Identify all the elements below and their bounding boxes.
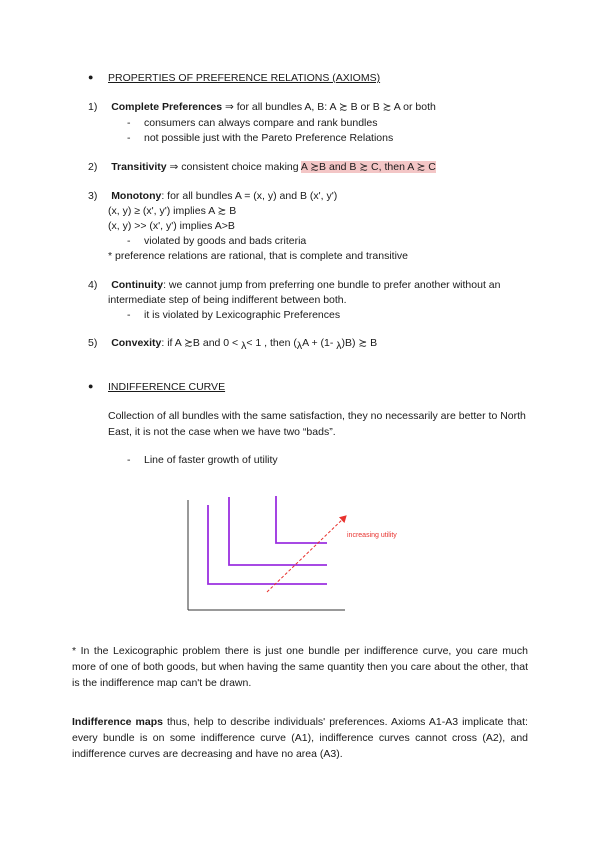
- note: * preference relations are rational, that is complete and transitive: [108, 250, 408, 262]
- indifference-maps-paragraph: [72, 714, 528, 762]
- lambda-symbol: λ: [241, 340, 247, 352]
- item-term: Transitivity: [111, 161, 167, 173]
- sub-item: consumers can always compare and rank bundles: [144, 117, 378, 129]
- item-number: 3): [88, 190, 98, 202]
- item-text: A + (1-: [302, 337, 337, 349]
- item-number: 5): [88, 337, 98, 349]
- section-heading-indifference: INDIFFERENCE CURVE: [108, 381, 226, 393]
- item-term: Complete Preferences: [111, 101, 223, 113]
- sub-item: not possible just with the Pareto Preference Relations: [144, 132, 394, 144]
- item-term: Convexity: [111, 337, 162, 349]
- maps-term: Indifference maps: [72, 716, 163, 728]
- highlighted-text: A ≿B and B ≿ C, then A ≿ C: [300, 161, 436, 173]
- sub-item: it is violated by Lexicographic Preferences: [144, 309, 341, 321]
- item-term: Continuity: [111, 279, 164, 291]
- lambda-symbol: λ: [336, 340, 342, 352]
- item-number: 1): [88, 101, 98, 113]
- item-term: Monotony: [111, 190, 162, 202]
- footnote: * In the Lexicographic problem there is just one bundle per indifference curve, you care much more of one of both goods, but when having the same quantity then you care about the other, that is the indifference map can't be drawn.: [72, 645, 528, 689]
- section-bullet: ●: [88, 72, 94, 82]
- paragraph: Collection of all bundles with the same satisfaction, they no necessarily are better to North East, it is not the case when we have two “bads”.: [108, 410, 526, 438]
- sub-dash: -: [127, 132, 131, 144]
- item-line: intermediate step of being indifferent between both.: [108, 294, 347, 306]
- section-bullet: ●: [88, 381, 94, 391]
- item-text: : for all bundles A = (x, y) and B (x', y'): [161, 190, 338, 202]
- item-text: ⇒ consistent choice making: [166, 161, 301, 173]
- item-text: )B) ≿ B: [341, 337, 378, 349]
- maps-text: thus, help to describe individuals' preferences. Axioms A1-A3 implicate that: every bundle is on some indifference curve (A1), indifference curves cannot cross (A2), and indifference curves are decreasing and have no area (A3).: [72, 716, 528, 760]
- item-number: 4): [88, 279, 98, 291]
- section-heading-axioms: PROPERTIES OF PREFERENCE RELATIONS (AXIOMS): [108, 72, 381, 84]
- indifference-curve-2: [229, 497, 327, 565]
- sub-dash: -: [127, 117, 131, 129]
- item-number: 2): [88, 161, 98, 173]
- sub-item: violated by goods and bads criteria: [144, 235, 307, 247]
- utility-annotation: increasing utility: [347, 532, 397, 539]
- sub-item: Line of faster growth of utility: [144, 454, 278, 466]
- item-line: (x, y) ≥ (x', y') implies A ≿ B: [108, 205, 237, 217]
- item-line: (x, y) >> (x', y') implies A>B: [108, 220, 235, 232]
- item-text: : if A ≿B and 0 <: [161, 337, 242, 349]
- sub-dash: -: [127, 235, 131, 247]
- lambda-symbol: λ: [296, 340, 303, 352]
- item-text: ⇒ for all bundles A, B: A ≿ B or B ≿ A or both: [222, 101, 436, 113]
- item-text: < 1 , then (: [246, 337, 297, 349]
- sub-dash: -: [127, 454, 131, 466]
- indifference-curve-1: [208, 505, 327, 584]
- sub-dash: -: [127, 309, 131, 321]
- item-text: : we cannot jump from preferring one bundle to prefer another without an: [163, 279, 501, 291]
- indifference-curve-3: [276, 496, 327, 543]
- utility-arrow: [267, 516, 346, 592]
